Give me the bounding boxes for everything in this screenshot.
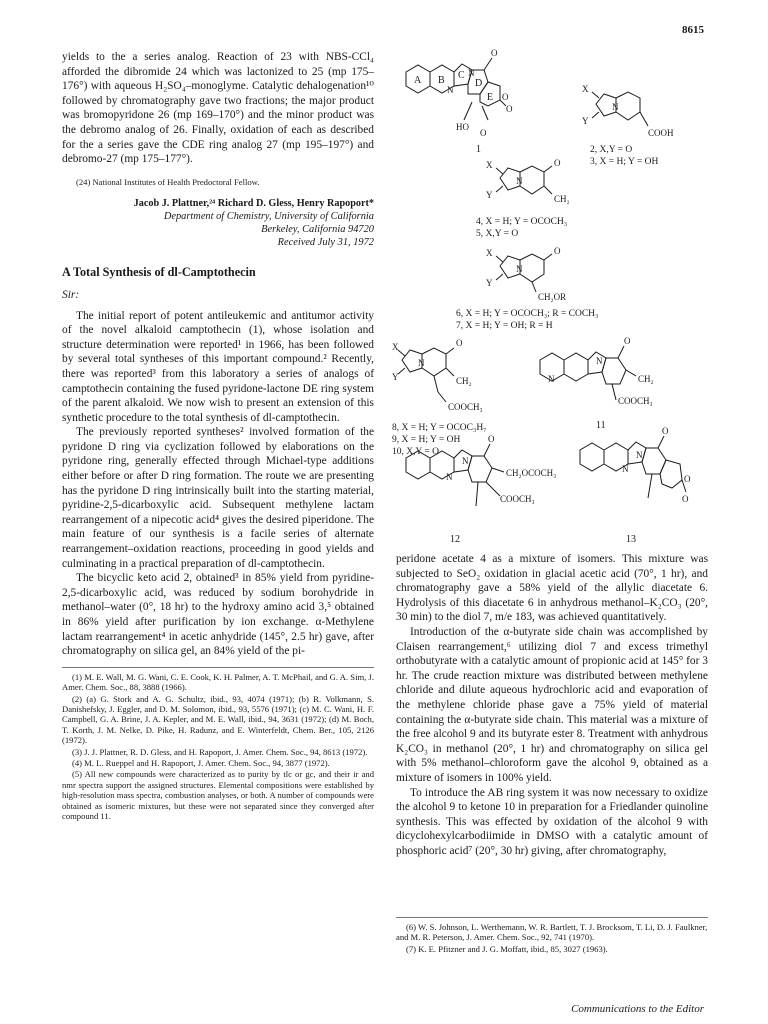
atom-o: O xyxy=(456,338,463,348)
atom-n: N xyxy=(596,356,603,366)
reference-2: (2) (a) G. Stork and A. G. Schultz, ibid., 93, 4074 (1971); (b) R. Volkmann, S. Danishefsky, J. Eggler, and D. M. Solomon, ibid., 93, 5576 (1971); (c) M. C. Wani, H. F. Campbell, G. A. Brine, J. A. Kepler, and M. E. Wall, ibid., 94, 3631 (1972); (d) M. Boch, T. Korth, J. M. Nelke, D. Pike, H. Radunz, and E. Winterfeldt, Chem. Ber., 105, 2126 (1972). xyxy=(62,693,374,746)
compound-label-6: 6, X = H; Y = OCOCH₃; R = COCH₃ xyxy=(456,309,599,319)
atom-ho: HO xyxy=(456,122,469,132)
compound-label-8: 8, X = H; Y = OCOC₃H₇ xyxy=(392,423,487,433)
structure-6-7 xyxy=(496,254,552,292)
atom-o: O xyxy=(502,92,509,102)
atom-n: N xyxy=(418,358,425,368)
body-paragraph-6: To introduce the AB ring system it was now necessary to oxidize the alcohol 9 to ketone 10 in preparation for a Friedlander quinoline synthesis. This was effected by oxidation of the alcohol 9 with dicyclohexylcarbodiimide in DMSO with a catalytic amount of phosphoric acid⁷ (20°, 30 hr) giving, after chromatography, xyxy=(396,786,708,857)
body-paragraph-4: peridone acetate 4 as a mixture of isomers. This mixture was subjected to SeO₂ oxidation in glacial acetic acid (70°, 1 hr), and chromatography gave a 58% yield of the allylic diacetate 6. Hydrolysis of this diacetate 6 in anhydrous methanol–K₂CO₃ (20°, 30 min) to the diol 7, m/e 183, was achieved quantitatively. xyxy=(396,553,708,624)
page-number: 8615 xyxy=(682,24,704,36)
substituent-x: X xyxy=(582,84,589,94)
reference-4: (4) M. L. Rueppel and H. Rapoport, J. Amer. Chem. Soc., 94, 3877 (1972). xyxy=(72,758,330,769)
ring-label-e: E xyxy=(487,92,494,103)
reference-6: (6) W. S. Johnson, L. Werthemann, W. R. Bartlett, T. J. Brocksom, T. Li, D. J. Faulkner, and M. R. Peterson, J. Amer. Chem. Soc., 92, 741 (1970). xyxy=(396,922,708,943)
compound-label-1: 1 xyxy=(476,144,481,155)
ring-label-b: B xyxy=(438,75,445,86)
atom-n: N xyxy=(548,374,555,384)
structure-13 xyxy=(580,436,686,498)
group-ch2or: CH₂OR xyxy=(538,292,567,302)
atom-o: O xyxy=(624,336,631,346)
group-cooch3: COOCH₃ xyxy=(500,494,535,504)
structure-11 xyxy=(540,346,636,400)
substituent-y: Y xyxy=(486,190,493,200)
body-paragraph-2: The previously reported syntheses² involved formation of the pyridone D ring via cyclization followed by elaborations on the pyridone ring, generally effected through Michael-type additions either before or after D ring formation. The route we are presenting has the pyridone D ring intrinsically built into the starting material, pyridine-2,5-dicarboxylic acid. Subsequent methylene lactam rearrangement of a nipecotic acid⁴ gives the desired piperidone. The main feature of our synthesis is a facile series of alternate rearrangement–oxidation reactions, proceeding in good yields and culminating in a practical preparation of dl-camptothecin. xyxy=(62,426,374,570)
atom-n: N xyxy=(516,264,523,274)
atom-n: N xyxy=(447,85,454,95)
structure-1 xyxy=(406,58,506,120)
footnote-24: (24) National Institutes of Health Predoctoral Fellow. xyxy=(76,176,260,187)
atom-o: O xyxy=(662,426,669,436)
substituent-x: X xyxy=(392,342,399,352)
intro-paragraph: yields to the a series analog. Reaction of 23 with NBS-CCl₄ afforded the dibromide 24 which was lactonized to 25 (mp 175–176°) with aqueous H₂SO₄–monoglyme. Catalytic dehalogenation¹⁰ followed by chromatography gave two fractions; the major product was bromopyridone 26 (mp 169–170°) and the minor product was the debromo analog of 26. Finally, oxidation of each as described for the a series gave the CDE ring analog 27 (mp 195–197°) and debromo-27 (mp 175–177°). xyxy=(62,51,374,166)
author-block xyxy=(62,197,374,249)
atom-n: N xyxy=(468,68,475,78)
reference-7: (7) K. E. Pfitzner and J. G. Moffatt, ibid., 85, 3027 (1963). xyxy=(406,943,608,954)
ring-label-d: D xyxy=(475,78,483,89)
compound-label-4: 4, X = H; Y = OCOCH₃ xyxy=(476,217,568,227)
ring-label-a: A xyxy=(414,75,422,86)
atom-o: O xyxy=(491,48,498,58)
atom-n: N xyxy=(516,176,523,186)
structure-2-3 xyxy=(592,92,648,126)
atom-n: N xyxy=(622,464,629,474)
substituent-y: Y xyxy=(486,278,493,288)
footnotes-right xyxy=(396,917,708,955)
compound-label-9: 9, X = H; Y = OH xyxy=(392,435,461,445)
group-ch2: CH₂ xyxy=(456,376,472,386)
atom-n: N xyxy=(612,102,619,112)
atom-o: O xyxy=(480,128,487,138)
body-paragraph-3: The bicyclic keto acid 2, obtained³ in 85% yield from pyridine-2,5-dicarboxylic acid, was reduced by sodium borohydride in methanol–water (0°, 18 hr) to the hydroxy amino acid 3,⁵ obtained in 86% yield after purification by ion exchange. α-Methylene lactam rearrangement⁴ in acetic anhydride (145°, 2.5 hr) gave, after chromatography on silica gel, an 84% yield of the pi- xyxy=(62,572,374,658)
atom-o: O xyxy=(554,246,561,256)
atom-n: N xyxy=(636,450,643,460)
substituent-y: Y xyxy=(392,372,399,382)
compound-label-13: 13 xyxy=(626,534,636,545)
atom-o: O xyxy=(488,434,495,444)
compound-label-10: 10, X,Y = O xyxy=(392,447,439,457)
ring-label-c: C xyxy=(458,70,465,81)
reference-5: (5) All new compounds were characterized as to purity by tlc or gc, and their ir and nmr spectra support the assigned structures. Elemental compositions were established by high-resolution mass spectra, combustion analyses, or both. A number of compounds were obtained as isomeric mixtures, but these were not separated since they converged after compound 11. xyxy=(62,769,374,822)
compound-label-5: 5, X,Y = O xyxy=(476,229,519,239)
author-names: Jacob J. Plattner,²⁴ Richard D. Gless, Henry Rapoport* xyxy=(133,198,374,210)
compound-label-7: 7, X = H; Y = OH; R = H xyxy=(456,321,553,331)
group-ch2ococh3: CH₂OCOCH₃ xyxy=(506,468,557,478)
atom-n: N xyxy=(446,472,453,482)
atom-o: O xyxy=(682,494,689,504)
salutation: Sir: xyxy=(62,288,80,301)
compound-label-2: 2, X,Y = O xyxy=(590,145,633,155)
section-footer: Communications to the Editor xyxy=(571,1003,704,1015)
structure-8-9-10 xyxy=(398,348,454,402)
group-ch2: CH₂ xyxy=(638,374,654,384)
reference-3: (3) J. J. Plattner, R. D. Gless, and H. Rapoport, J. Amer. Chem. Soc., 94, 8613 (1972). xyxy=(72,746,368,757)
body-paragraph-5: Introduction of the α-butyrate side chain was accomplished by Claisen rearrangement,⁶ utilizing diol 7 and excess trimethyl orthobutyrate with a catalytic amount of propionic acid at 145° for 3 hr. The crude reaction mixture was distributed between methylene chloride and dilute aqueous hydrochloric acid and evaporation of the methylene chloride phase gave a 75% yield of material containing the α-butyrate side chain. This material was a mixture of the free alcohol 9 and its butyrate ester 8. Treatment with anhydrous K₂CO₃ in methanol (20°, 1 hr) and chromatography on silica gel with 5% methanol–chloroform gave the alcohol 9, obtained as a mixture of isomers in 100% yield. xyxy=(396,625,708,784)
footnotes-left xyxy=(62,667,374,822)
received-date: Received July 31, 1972 xyxy=(277,237,374,249)
compound-label-12: 12 xyxy=(450,534,460,545)
atom-o: O xyxy=(506,104,513,114)
group-cooch3: COOCH₃ xyxy=(448,402,483,412)
right-column-text xyxy=(396,552,708,858)
author-city: Berkeley, California 94720 xyxy=(261,224,374,236)
substituent-y: Y xyxy=(582,116,589,126)
left-column xyxy=(62,50,374,822)
group-cooh: COOH xyxy=(648,128,674,138)
group-ch2: CH₂ xyxy=(554,194,570,204)
body-paragraph-1: The initial report of potent antileukemic and antitumor activity of the novel alkaloid camptothecin (1), whose isolation and structure determination were reported¹ in 1966, has been followed by several total syntheses of this important compound.² Recently, there was reported³ from this laboratory a series of analogs of camptothecin containing the fused pyridone-lactone DE ring system of the parent alkaloid. We now wish to present an extension of this synthetic procedure to the total synthesis of dl-camptothecin. xyxy=(62,309,374,424)
atom-o: O xyxy=(554,158,561,168)
substituent-x: X xyxy=(486,160,493,170)
author-department: Department of Chemistry, University of California xyxy=(163,211,374,223)
compound-label-3: 3, X = H; Y = OH xyxy=(590,157,659,167)
structure-4-5 xyxy=(496,166,552,194)
chemical-structures-figure xyxy=(392,40,716,550)
atom-n: N xyxy=(462,456,469,466)
article-title: A Total Synthesis of dl-Camptothecin xyxy=(62,265,256,280)
group-cooch3: COOCH₃ xyxy=(618,396,653,406)
compound-label-11: 11 xyxy=(596,420,606,431)
reference-1: (1) M. E. Wall, M. G. Wani, C. E. Cook, K. H. Palmer, A. T. McPhail, and G. A. Sim, J. Amer. Chem. Soc., 88, 3888 (1966). xyxy=(62,671,374,693)
atom-o: O xyxy=(684,474,691,484)
substituent-x: X xyxy=(486,248,493,258)
